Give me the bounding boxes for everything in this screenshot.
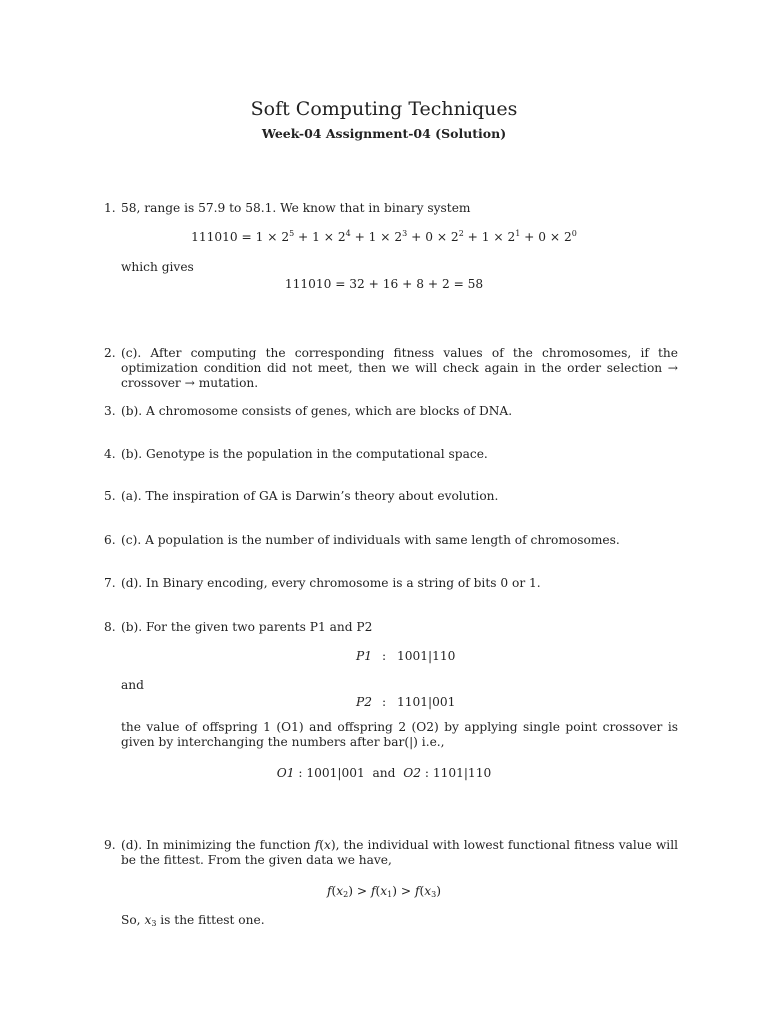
q2-number: 2. [104,346,116,360]
q8-explanation: the value of offspring 1 (O1) and offspring 2 (O2) by applying single point crossover is given by interchanging the numbers after bar(|) i.e., [121,720,678,749]
q8-p1-value: 1001|110 [397,649,456,663]
q9-conclusion: So, $x_3$ is the fittest one. [121,913,265,928]
q1-connector: which gives [121,260,194,274]
q9-text: (d). In minimizing the function f(x), the individual with lowest functional fitness value will be the fittest. From the given data we have, [121,838,679,867]
q5-text: (a). The inspiration of GA is Darwin’s theory about evolution. [121,489,499,503]
q4-text: (b). Genotype is the population in the computational space. [121,447,488,461]
q8-p2-value: 1101|001 [397,695,456,709]
q5-number: 5. [104,489,116,503]
q6-number: 6. [104,533,116,547]
q9-inequality: $f(x_2) > f(x_1) > f(x_3)$ [327,884,441,899]
q3-number: 3. [104,404,116,418]
q7-number: 7. [104,576,116,590]
q1-equation-2: 111010 = 32 + 16 + 8 + 2 = 58 [284,277,484,291]
q8-p1-colon: : [382,649,387,663]
q6-text: (c). A population is the number of individuals with same length of chromosomes. [121,533,620,547]
q1-number: 1. [104,201,116,215]
q8-p2-label: P2 [356,695,372,709]
q1-text: 58, range is 57.9 to 58.1. We know that in binary system [121,201,471,215]
q8-connector: and [121,678,144,692]
q7-text: (d). In Binary encoding, every chromosome is a string of bits 0 or 1. [121,576,541,590]
q8-text: (b). For the given two parents P1 and P2 [121,620,373,634]
q2-text: (c). After computing the corresponding fitness values of the chromosomes, if the optimization condition did not meet, then we will check again in the order selection → crossover → mutation. [121,346,678,390]
document-title: Soft Computing Techniques [250,98,518,120]
q1-equation-1: $111010 = 1 \times 2^5 + 1 \times 2^4 + 1 \times 2^3 + 0 \times 2^2 + 1 \times 2^1 + 0 \times 2^0$ [191,229,577,244]
q8-offspring-equation: O1 : 1001|001 and O2 : 1101|110 [276,766,492,780]
document-subtitle: Week-04 Assignment-04 (Solution) [261,126,507,141]
q8-p2-colon: : [382,695,387,709]
q8-number: 8. [104,620,116,634]
q8-p1-label: P1 [356,649,372,663]
q9-number: 9. [104,838,116,852]
q4-number: 4. [104,447,116,461]
q3-text: (b). A chromosome consists of genes, which are blocks of DNA. [121,404,513,418]
